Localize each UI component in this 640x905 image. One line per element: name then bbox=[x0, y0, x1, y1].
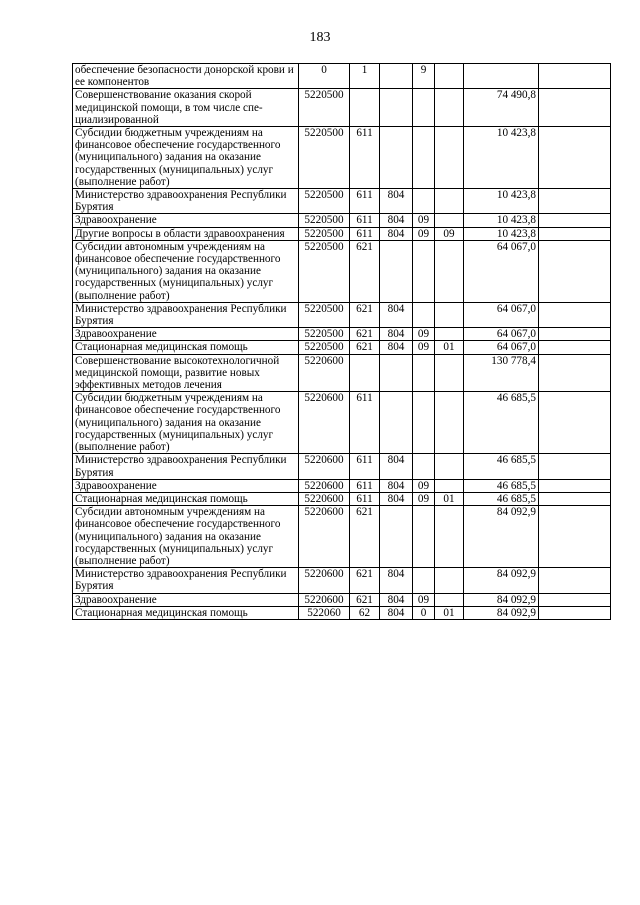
row-amount-cell: 10 423,8 bbox=[464, 227, 539, 240]
table-row bbox=[73, 89, 611, 127]
row-section-cell bbox=[413, 189, 435, 214]
row-code-cell: 5220500 bbox=[299, 214, 350, 227]
row-code-cell: 5220600 bbox=[299, 454, 350, 479]
row-expense-type-cell: 611 bbox=[350, 127, 380, 189]
table-row bbox=[73, 64, 611, 89]
row-amount-cell: 46 685,5 bbox=[464, 454, 539, 479]
row-expense-type-cell: 621 bbox=[350, 302, 380, 327]
row-empty-cell bbox=[539, 89, 611, 127]
row-code-cell: 5220600 bbox=[299, 568, 350, 593]
row-empty-cell bbox=[539, 392, 611, 454]
row-expense-type-cell: 611 bbox=[350, 479, 380, 492]
table-row bbox=[73, 354, 611, 392]
row-expense-type-cell bbox=[350, 354, 380, 392]
row-empty-cell bbox=[539, 568, 611, 593]
row-expense-type-cell: 611 bbox=[350, 214, 380, 227]
row-subsection-cell bbox=[435, 127, 464, 189]
row-amount-cell: 46 685,5 bbox=[464, 492, 539, 505]
row-amount-cell: 84 092,9 bbox=[464, 568, 539, 593]
row-code-cell: 5220500 bbox=[299, 189, 350, 214]
row-subsection-cell: 09 bbox=[435, 227, 464, 240]
row-name-cell: Здравоохранение bbox=[73, 593, 299, 606]
row-amount-cell: 46 685,5 bbox=[464, 479, 539, 492]
row-section-cell: 0 bbox=[413, 606, 435, 619]
row-empty-cell bbox=[539, 506, 611, 568]
row-empty-cell bbox=[539, 492, 611, 505]
row-expense-type-cell: 611 bbox=[350, 227, 380, 240]
row-empty-cell bbox=[539, 240, 611, 302]
row-expense-type-cell: 611 bbox=[350, 189, 380, 214]
row-code-cell: 5220500 bbox=[299, 328, 350, 341]
row-name-cell: Субсидии бюджетным учреждениям на финансовое обеспечение государственного (муниципального) задания на оказание государственных (муниципальных) услуг (выполнение работ) bbox=[73, 127, 299, 189]
row-name-cell: Здравоохранение bbox=[73, 479, 299, 492]
row-expense-type-cell: 621 bbox=[350, 568, 380, 593]
row-section-cell: 9 bbox=[413, 64, 435, 89]
row-empty-cell bbox=[539, 593, 611, 606]
row-code-cell: 5220600 bbox=[299, 479, 350, 492]
row-ministry-cell bbox=[380, 392, 413, 454]
row-ministry-cell: 804 bbox=[380, 189, 413, 214]
row-ministry-cell: 804 bbox=[380, 479, 413, 492]
row-expense-type-cell: 621 bbox=[350, 328, 380, 341]
row-subsection-cell bbox=[435, 64, 464, 89]
row-amount-cell: 64 067,0 bbox=[464, 302, 539, 327]
row-empty-cell bbox=[539, 606, 611, 619]
row-subsection-cell: 01 bbox=[435, 606, 464, 619]
row-subsection-cell bbox=[435, 568, 464, 593]
row-subsection-cell bbox=[435, 593, 464, 606]
table-body bbox=[73, 64, 611, 620]
table-row bbox=[73, 189, 611, 214]
row-ministry-cell: 804 bbox=[380, 568, 413, 593]
row-subsection-cell bbox=[435, 214, 464, 227]
row-amount-cell: 10 423,8 bbox=[464, 189, 539, 214]
row-empty-cell bbox=[539, 227, 611, 240]
row-expense-type-cell: 611 bbox=[350, 492, 380, 505]
row-empty-cell bbox=[539, 341, 611, 354]
row-empty-cell bbox=[539, 127, 611, 189]
table-row bbox=[73, 328, 611, 341]
row-amount-cell: 84 092,9 bbox=[464, 593, 539, 606]
row-subsection-cell bbox=[435, 89, 464, 127]
budget-table bbox=[72, 63, 611, 620]
row-code-cell: 5220500 bbox=[299, 341, 350, 354]
row-section-cell: 09 bbox=[413, 341, 435, 354]
row-ministry-cell bbox=[380, 506, 413, 568]
row-subsection-cell bbox=[435, 506, 464, 568]
row-section-cell: 09 bbox=[413, 328, 435, 341]
row-ministry-cell bbox=[380, 354, 413, 392]
row-section-cell bbox=[413, 240, 435, 302]
row-name-cell: Субсидии автономным учреждениям на финансовое обеспечение государственного (муниципального) задания на оказание государственных (муниципальных) услуг (выполнение работ) bbox=[73, 506, 299, 568]
row-ministry-cell: 804 bbox=[380, 454, 413, 479]
row-section-cell: 09 bbox=[413, 227, 435, 240]
table-row bbox=[73, 506, 611, 568]
row-expense-type-cell: 621 bbox=[350, 341, 380, 354]
row-empty-cell bbox=[539, 354, 611, 392]
table-row bbox=[73, 392, 611, 454]
row-empty-cell bbox=[539, 454, 611, 479]
table-row bbox=[73, 454, 611, 479]
row-code-cell: 522060 bbox=[299, 606, 350, 619]
row-expense-type-cell bbox=[350, 89, 380, 127]
row-expense-type-cell: 621 bbox=[350, 593, 380, 606]
row-code-cell: 0 bbox=[299, 64, 350, 89]
row-section-cell bbox=[413, 127, 435, 189]
row-code-cell: 5220600 bbox=[299, 593, 350, 606]
row-empty-cell bbox=[539, 64, 611, 89]
row-ministry-cell bbox=[380, 89, 413, 127]
row-section-cell: 09 bbox=[413, 492, 435, 505]
row-subsection-cell: 01 bbox=[435, 341, 464, 354]
row-ministry-cell bbox=[380, 240, 413, 302]
row-subsection-cell bbox=[435, 240, 464, 302]
row-amount-cell: 74 490,8 bbox=[464, 89, 539, 127]
row-code-cell: 5220500 bbox=[299, 227, 350, 240]
row-code-cell: 5220500 bbox=[299, 240, 350, 302]
table-row bbox=[73, 341, 611, 354]
row-name-cell: Субсидии автономным учреждениям на финансовое обеспечение государственного (муниципального) задания на оказание государственных (муниципальных) услуг (выполнение работ) bbox=[73, 240, 299, 302]
row-ministry-cell: 804 bbox=[380, 328, 413, 341]
row-section-cell: 09 bbox=[413, 593, 435, 606]
row-ministry-cell: 804 bbox=[380, 606, 413, 619]
row-code-cell: 5220500 bbox=[299, 89, 350, 127]
row-expense-type-cell: 1 bbox=[350, 64, 380, 89]
row-ministry-cell: 804 bbox=[380, 593, 413, 606]
row-ministry-cell bbox=[380, 64, 413, 89]
row-code-cell: 5220600 bbox=[299, 392, 350, 454]
row-amount-cell: 84 092,9 bbox=[464, 606, 539, 619]
row-code-cell: 5220600 bbox=[299, 506, 350, 568]
row-name-cell: Стационарная медицинская помощь bbox=[73, 341, 299, 354]
row-empty-cell bbox=[539, 189, 611, 214]
row-code-cell: 5220600 bbox=[299, 492, 350, 505]
row-name-cell: Стационарная медицинская помощь bbox=[73, 606, 299, 619]
row-name-cell: Здравоохранение bbox=[73, 214, 299, 227]
row-empty-cell bbox=[539, 479, 611, 492]
row-subsection-cell: 01 bbox=[435, 492, 464, 505]
row-section-cell bbox=[413, 454, 435, 479]
table-row bbox=[73, 479, 611, 492]
row-section-cell bbox=[413, 302, 435, 327]
row-subsection-cell bbox=[435, 454, 464, 479]
row-code-cell: 5220600 bbox=[299, 354, 350, 392]
row-name-cell: Министерство здравоохранения Республики Бурятия bbox=[73, 568, 299, 593]
row-subsection-cell bbox=[435, 328, 464, 341]
row-empty-cell bbox=[539, 302, 611, 327]
row-name-cell: Стационарная медицинская помощь bbox=[73, 492, 299, 505]
row-expense-type-cell: 621 bbox=[350, 240, 380, 302]
table-row bbox=[73, 214, 611, 227]
row-name-cell: Министерство здравоохранения Республики Бурятия bbox=[73, 189, 299, 214]
row-subsection-cell bbox=[435, 189, 464, 214]
row-ministry-cell: 804 bbox=[380, 302, 413, 327]
table-row bbox=[73, 568, 611, 593]
table-row bbox=[73, 302, 611, 327]
row-subsection-cell bbox=[435, 392, 464, 454]
row-name-cell: Совершенствование высокотехнологичной медицинской помощи, развитие новых эффективных методов лечения bbox=[73, 354, 299, 392]
row-ministry-cell bbox=[380, 127, 413, 189]
row-ministry-cell: 804 bbox=[380, 227, 413, 240]
row-expense-type-cell: 621 bbox=[350, 506, 380, 568]
row-section-cell bbox=[413, 392, 435, 454]
row-section-cell: 09 bbox=[413, 479, 435, 492]
row-name-cell: Субсидии бюджетным учреждениям на финансовое обеспечение государственного (муниципального) задания на оказание государственных (муниципальных) услуг (выполнение работ) bbox=[73, 392, 299, 454]
row-name-cell: Здравоохранение bbox=[73, 328, 299, 341]
row-ministry-cell: 804 bbox=[380, 214, 413, 227]
row-amount-cell: 46 685,5 bbox=[464, 392, 539, 454]
row-expense-type-cell: 611 bbox=[350, 392, 380, 454]
row-expense-type-cell: 611 bbox=[350, 454, 380, 479]
row-name-cell: Министерство здравоохранения Республики Бурятия bbox=[73, 454, 299, 479]
table-row bbox=[73, 606, 611, 619]
row-empty-cell bbox=[539, 328, 611, 341]
row-expense-type-cell: 62 bbox=[350, 606, 380, 619]
row-amount-cell bbox=[464, 64, 539, 89]
page-number: 183 bbox=[309, 30, 331, 45]
row-amount-cell: 10 423,8 bbox=[464, 127, 539, 189]
row-section-cell bbox=[413, 506, 435, 568]
table-row bbox=[73, 593, 611, 606]
table-row bbox=[73, 492, 611, 505]
row-amount-cell: 64 067,0 bbox=[464, 341, 539, 354]
row-empty-cell bbox=[539, 214, 611, 227]
row-subsection-cell bbox=[435, 479, 464, 492]
table-row bbox=[73, 127, 611, 189]
row-name-cell: Совершенствование оказания скорой медицинской помощи, в том числе специализированной bbox=[73, 89, 299, 127]
row-name-cell: обеспечение безопасности донорской крови и ее компонентов bbox=[73, 64, 299, 89]
row-code-cell: 5220500 bbox=[299, 302, 350, 327]
row-name-cell: Другие вопросы в области здравоохранения bbox=[73, 227, 299, 240]
row-ministry-cell: 804 bbox=[380, 492, 413, 505]
row-amount-cell: 84 092,9 bbox=[464, 506, 539, 568]
row-section-cell: 09 bbox=[413, 214, 435, 227]
row-section-cell bbox=[413, 354, 435, 392]
row-subsection-cell bbox=[435, 302, 464, 327]
row-amount-cell: 130 778,4 bbox=[464, 354, 539, 392]
row-name-cell: Министерство здравоохранения Республики Бурятия bbox=[73, 302, 299, 327]
table-row bbox=[73, 240, 611, 302]
row-section-cell bbox=[413, 568, 435, 593]
row-ministry-cell: 804 bbox=[380, 341, 413, 354]
row-section-cell bbox=[413, 89, 435, 127]
table-row bbox=[73, 227, 611, 240]
row-amount-cell: 10 423,8 bbox=[464, 214, 539, 227]
row-subsection-cell bbox=[435, 354, 464, 392]
row-amount-cell: 64 067,0 bbox=[464, 240, 539, 302]
row-code-cell: 5220500 bbox=[299, 127, 350, 189]
row-amount-cell: 64 067,0 bbox=[464, 328, 539, 341]
